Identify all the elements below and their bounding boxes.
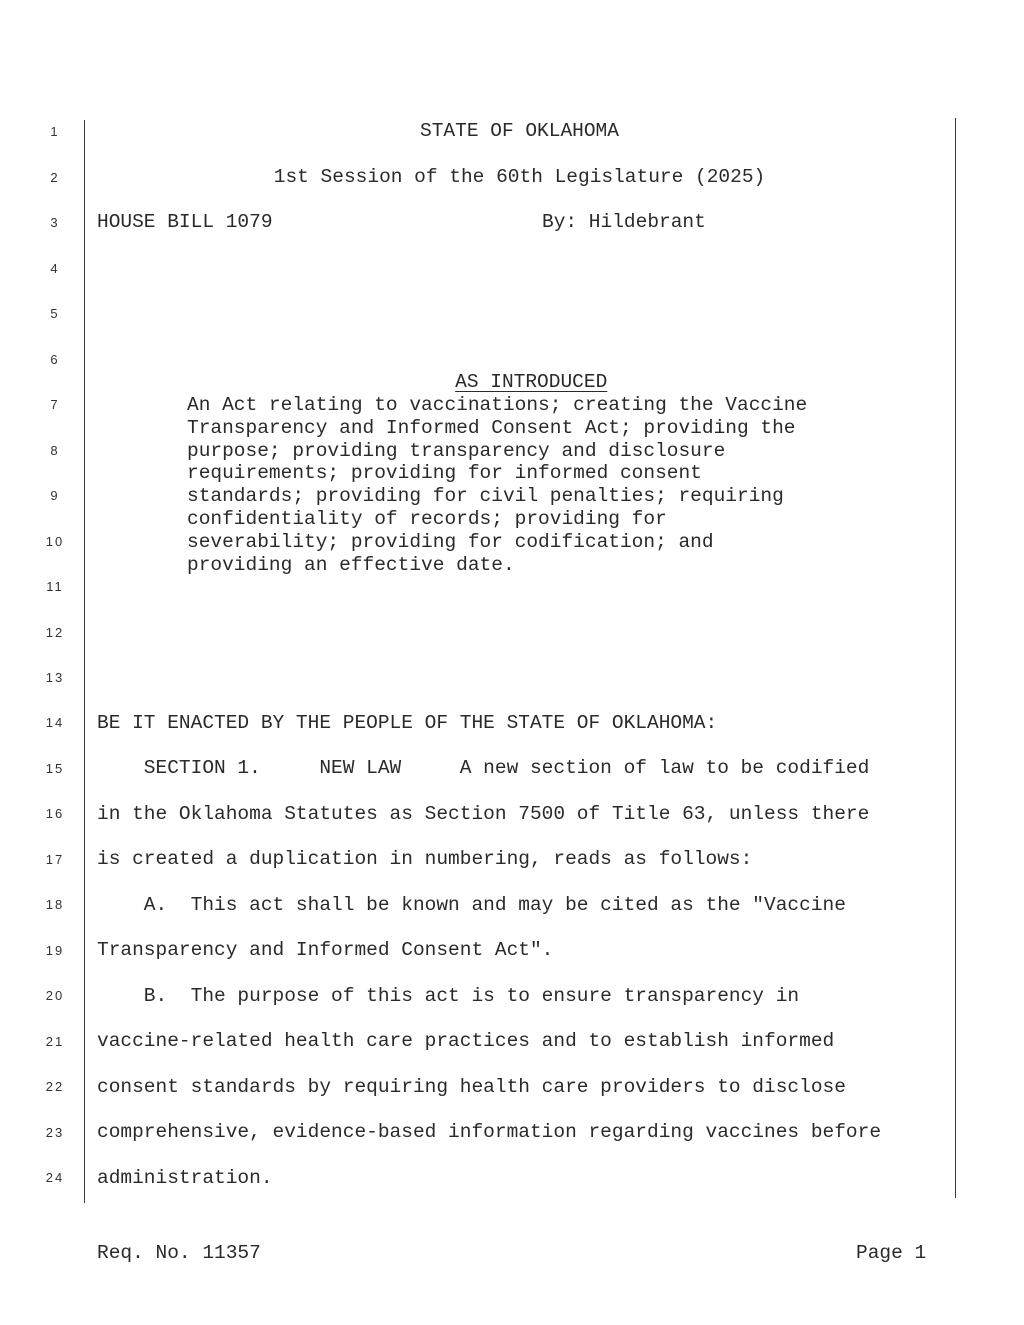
line-number: 5: [50, 306, 60, 321]
bill-title-abstract: An Act relating to vaccinations; creating the Vaccine Transparency and Informed Consent Act; providing the purpose; providing transparency and disclosure requirements; providing for informed consent standards; providing for civil penalties; requiring confidentiality of records; providing for severability; providing for codification; and providing an effective date.: [187, 394, 808, 576]
line-number: 21: [45, 1034, 65, 1049]
bill-author: By: Hildebrant: [542, 211, 706, 233]
status-heading: [84, 348, 955, 394]
line-number: 22: [45, 1079, 65, 1094]
line-number: 24: [45, 1170, 65, 1185]
body-line: is created a duplication in numbering, reads as follows:: [97, 848, 753, 870]
enacting-clause: BE IT ENACTED BY THE PEOPLE OF THE STATE OF OKLAHOMA:: [97, 712, 718, 734]
line-number: 16: [45, 806, 65, 821]
line-number: 3: [50, 215, 60, 230]
line-number: 6: [50, 352, 60, 367]
line-number: 8: [50, 443, 60, 458]
body-line: in the Oklahoma Statutes as Section 7500 of Title 63, unless there: [97, 803, 870, 825]
body-line: comprehensive, evidence-based information regarding vaccines before: [97, 1121, 882, 1143]
line-number: 10: [45, 534, 65, 549]
state-heading: STATE OF OKLAHOMA: [420, 120, 619, 142]
line-number: 9: [50, 488, 60, 503]
line-number: 23: [45, 1125, 65, 1140]
bill-number: HOUSE BILL 1079: [97, 211, 273, 233]
body-line: A. This act shall be known and may be cited as the "Vaccine: [97, 894, 846, 916]
line-number: 17: [45, 852, 65, 867]
line-number: 14: [45, 715, 65, 730]
line-number: 20: [45, 988, 65, 1003]
body-line: Transparency and Informed Consent Act".: [97, 939, 554, 961]
body-line: consent standards by requiring health care providers to disclose: [97, 1076, 846, 1098]
body-line: vaccine-related health care practices and to establish informed: [97, 1030, 835, 1052]
body-line: SECTION 1. NEW LAW A new section of law to be codified: [97, 757, 870, 779]
line-number: 19: [45, 943, 65, 958]
right-margin-rule: [955, 118, 956, 1198]
line-number: 7: [50, 397, 60, 412]
session-heading: 1st Session of the 60th Legislature (2025): [273, 166, 766, 188]
page-number: Page 1: [856, 1242, 927, 1264]
left-margin-rule: [84, 120, 85, 1203]
body-line: administration.: [97, 1167, 273, 1189]
line-number: 13: [45, 670, 65, 685]
line-number: 15: [45, 761, 65, 776]
line-number: 12: [45, 625, 65, 640]
line-number: 1: [50, 124, 60, 139]
status-text: AS INTRODUCED: [455, 371, 608, 393]
body-line: B. The purpose of this act is to ensure transparency in: [97, 985, 800, 1007]
line-number: 4: [50, 261, 60, 276]
line-number: 18: [45, 897, 65, 912]
line-number: 2: [50, 170, 60, 185]
request-number: Req. No. 11357: [97, 1242, 261, 1264]
line-number: 11: [46, 579, 64, 594]
